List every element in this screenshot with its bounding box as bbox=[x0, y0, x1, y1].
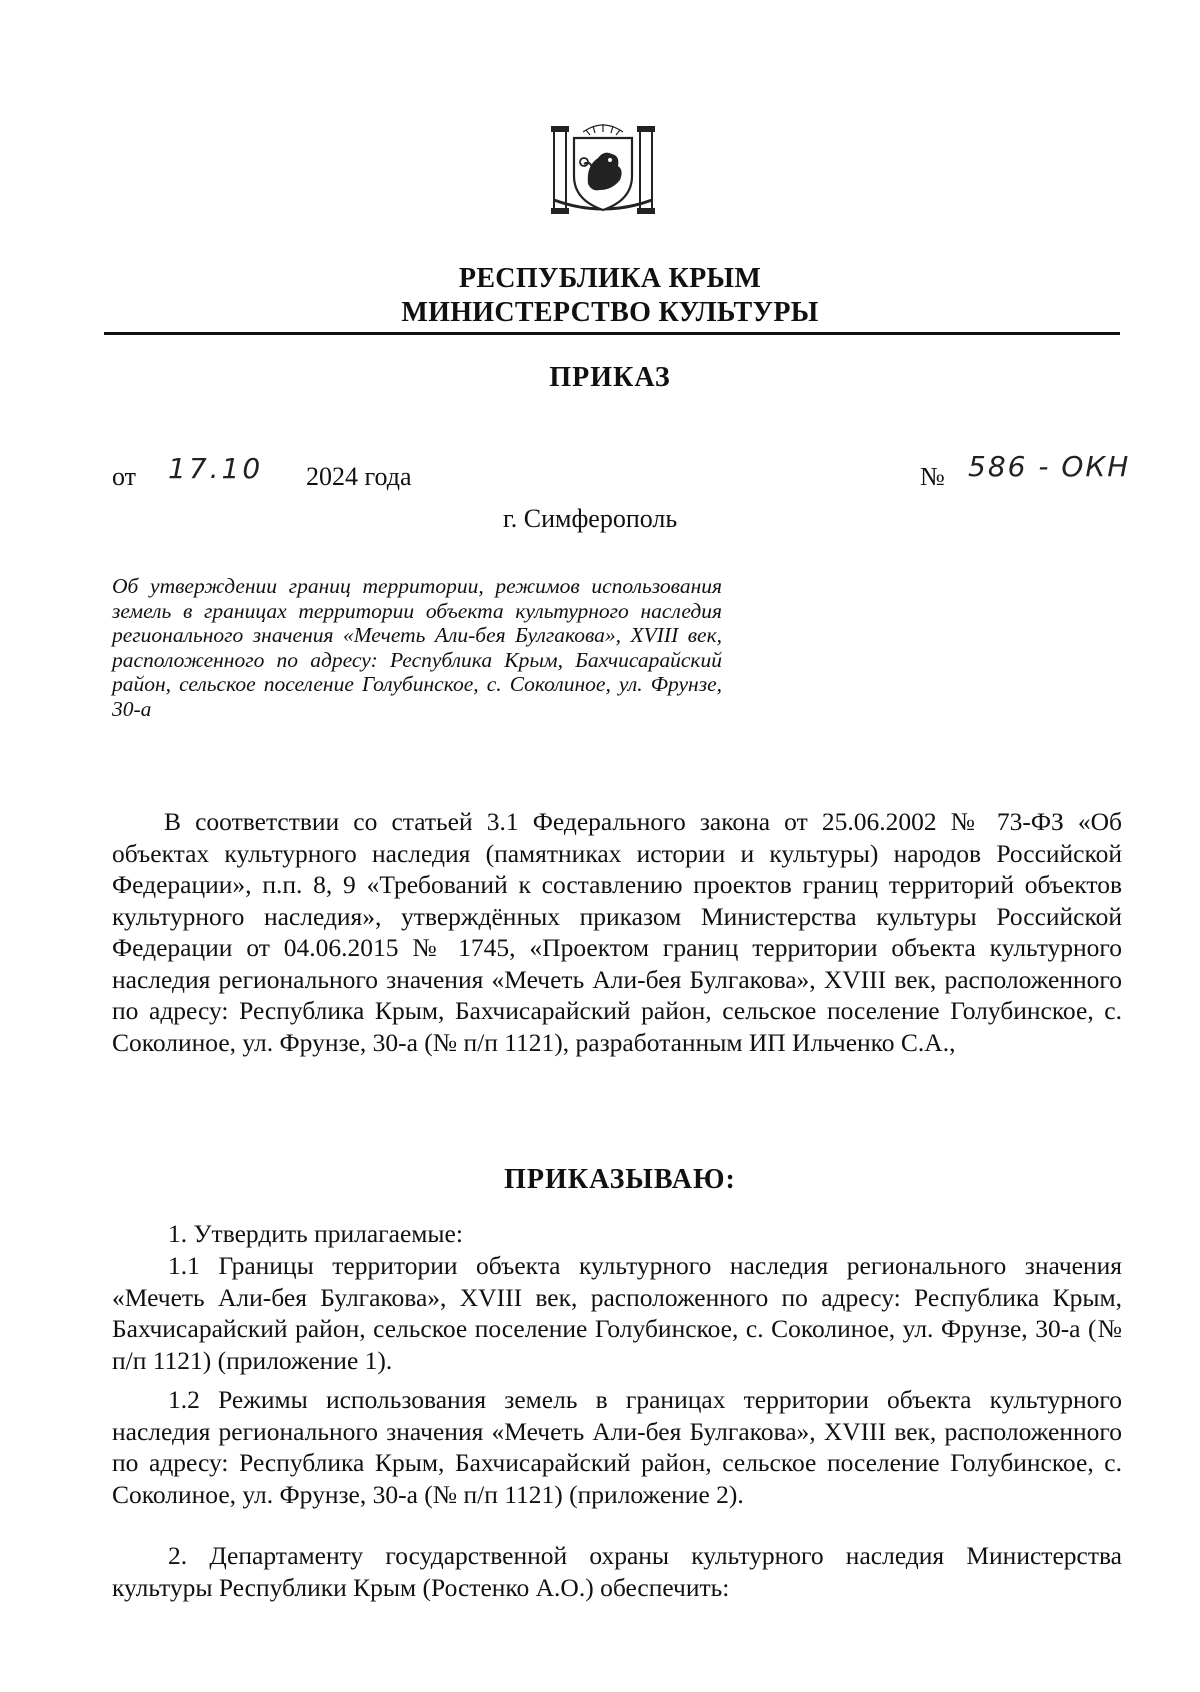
order-item-1-2: 1.2 Режимы использования земель в границах территории объекта культурного наследия регионального значения «Мечеть Али-бея Булгакова», XVIII век, расположенного по адресу: Республика Крым, Бахчисарайский район, сельское поселение Голубинское, с. Соколиное, ул. Фрунзе, 30-а (№ п/п 1121) (приложение 2). bbox=[112, 1385, 1122, 1509]
city-name: г. Симферополь bbox=[503, 504, 678, 533]
order-item-1-1: 1.1 Границы территории объекта культурного наследия регионального значения «Мечеть Али-бея Булгакова», XVIII век, расположенного по адресу: Республика Крым, Бахчисарайский район, сельское поселение Голубинское, с. Соколиное, ул. Фрунзе, 30-а (№ п/п 1121) (приложение 1). bbox=[112, 1251, 1122, 1375]
decree-heading: ПРИКАЗЫВАЮ: bbox=[504, 1164, 736, 1195]
handwritten-number: 586 - ОКН bbox=[968, 450, 1131, 483]
crimea-coat-of-arms-icon bbox=[548, 120, 658, 220]
header-divider bbox=[104, 332, 1120, 335]
ministry-name: МИНИСТЕРСТВО КУЛЬТУРЫ bbox=[401, 297, 819, 328]
document-type: ПРИКАЗ bbox=[549, 362, 671, 393]
order-subject: Об утверждении границ территории, режимов использования земель в границах территории объекта культурного наследия регионального значения «Мечеть Али-бея Булгакова», XVIII век, расположенного по адресу: Республика Крым, Бахчисарайский район, сельское поселение Голубинское, с. Соколиное, ул. Фрунзе, 30-а bbox=[112, 574, 722, 721]
handwritten-date: 17.10 bbox=[168, 452, 264, 485]
preamble-paragraph: В соответствии со статьей 3.1 Федерального закона от 25.06.2002 № 73-ФЗ «Об объектах культурного наследия (памятниках истории и культуры) народов Российской Федерации», п.п. 8, 9 «Требований к составлению проектов границ территорий объектов культурного наследия», утверждённых приказом Министерства культуры Российской Федерации от 04.06.2015 № 1745, «Проектом границ территории объекта культурного наследия регионального значения «Мечеть Али-бея Булгакова», XVIII век, расположенного по адресу: Республика Крым, Бахчисарайский район, сельское поселение Голубинское, с. Соколиное, ул. Фрунзе, 30-а (№ п/п 1121), разработанным ИП Ильченко С.А., bbox=[112, 807, 1122, 1057]
from-label: от bbox=[112, 462, 137, 491]
order-item-2: 2. Департаменту государственной охраны культурного наследия Министерства культуры Республики Крым (Ростенко А.О.) обеспечить: bbox=[112, 1541, 1122, 1602]
republic-name: РЕСПУБЛИКА КРЫМ bbox=[458, 263, 762, 294]
order-item-1: 1. Утвердить прилагаемые: bbox=[168, 1219, 463, 1248]
document-year: 2024 года bbox=[306, 462, 412, 491]
number-label: № bbox=[920, 462, 945, 491]
